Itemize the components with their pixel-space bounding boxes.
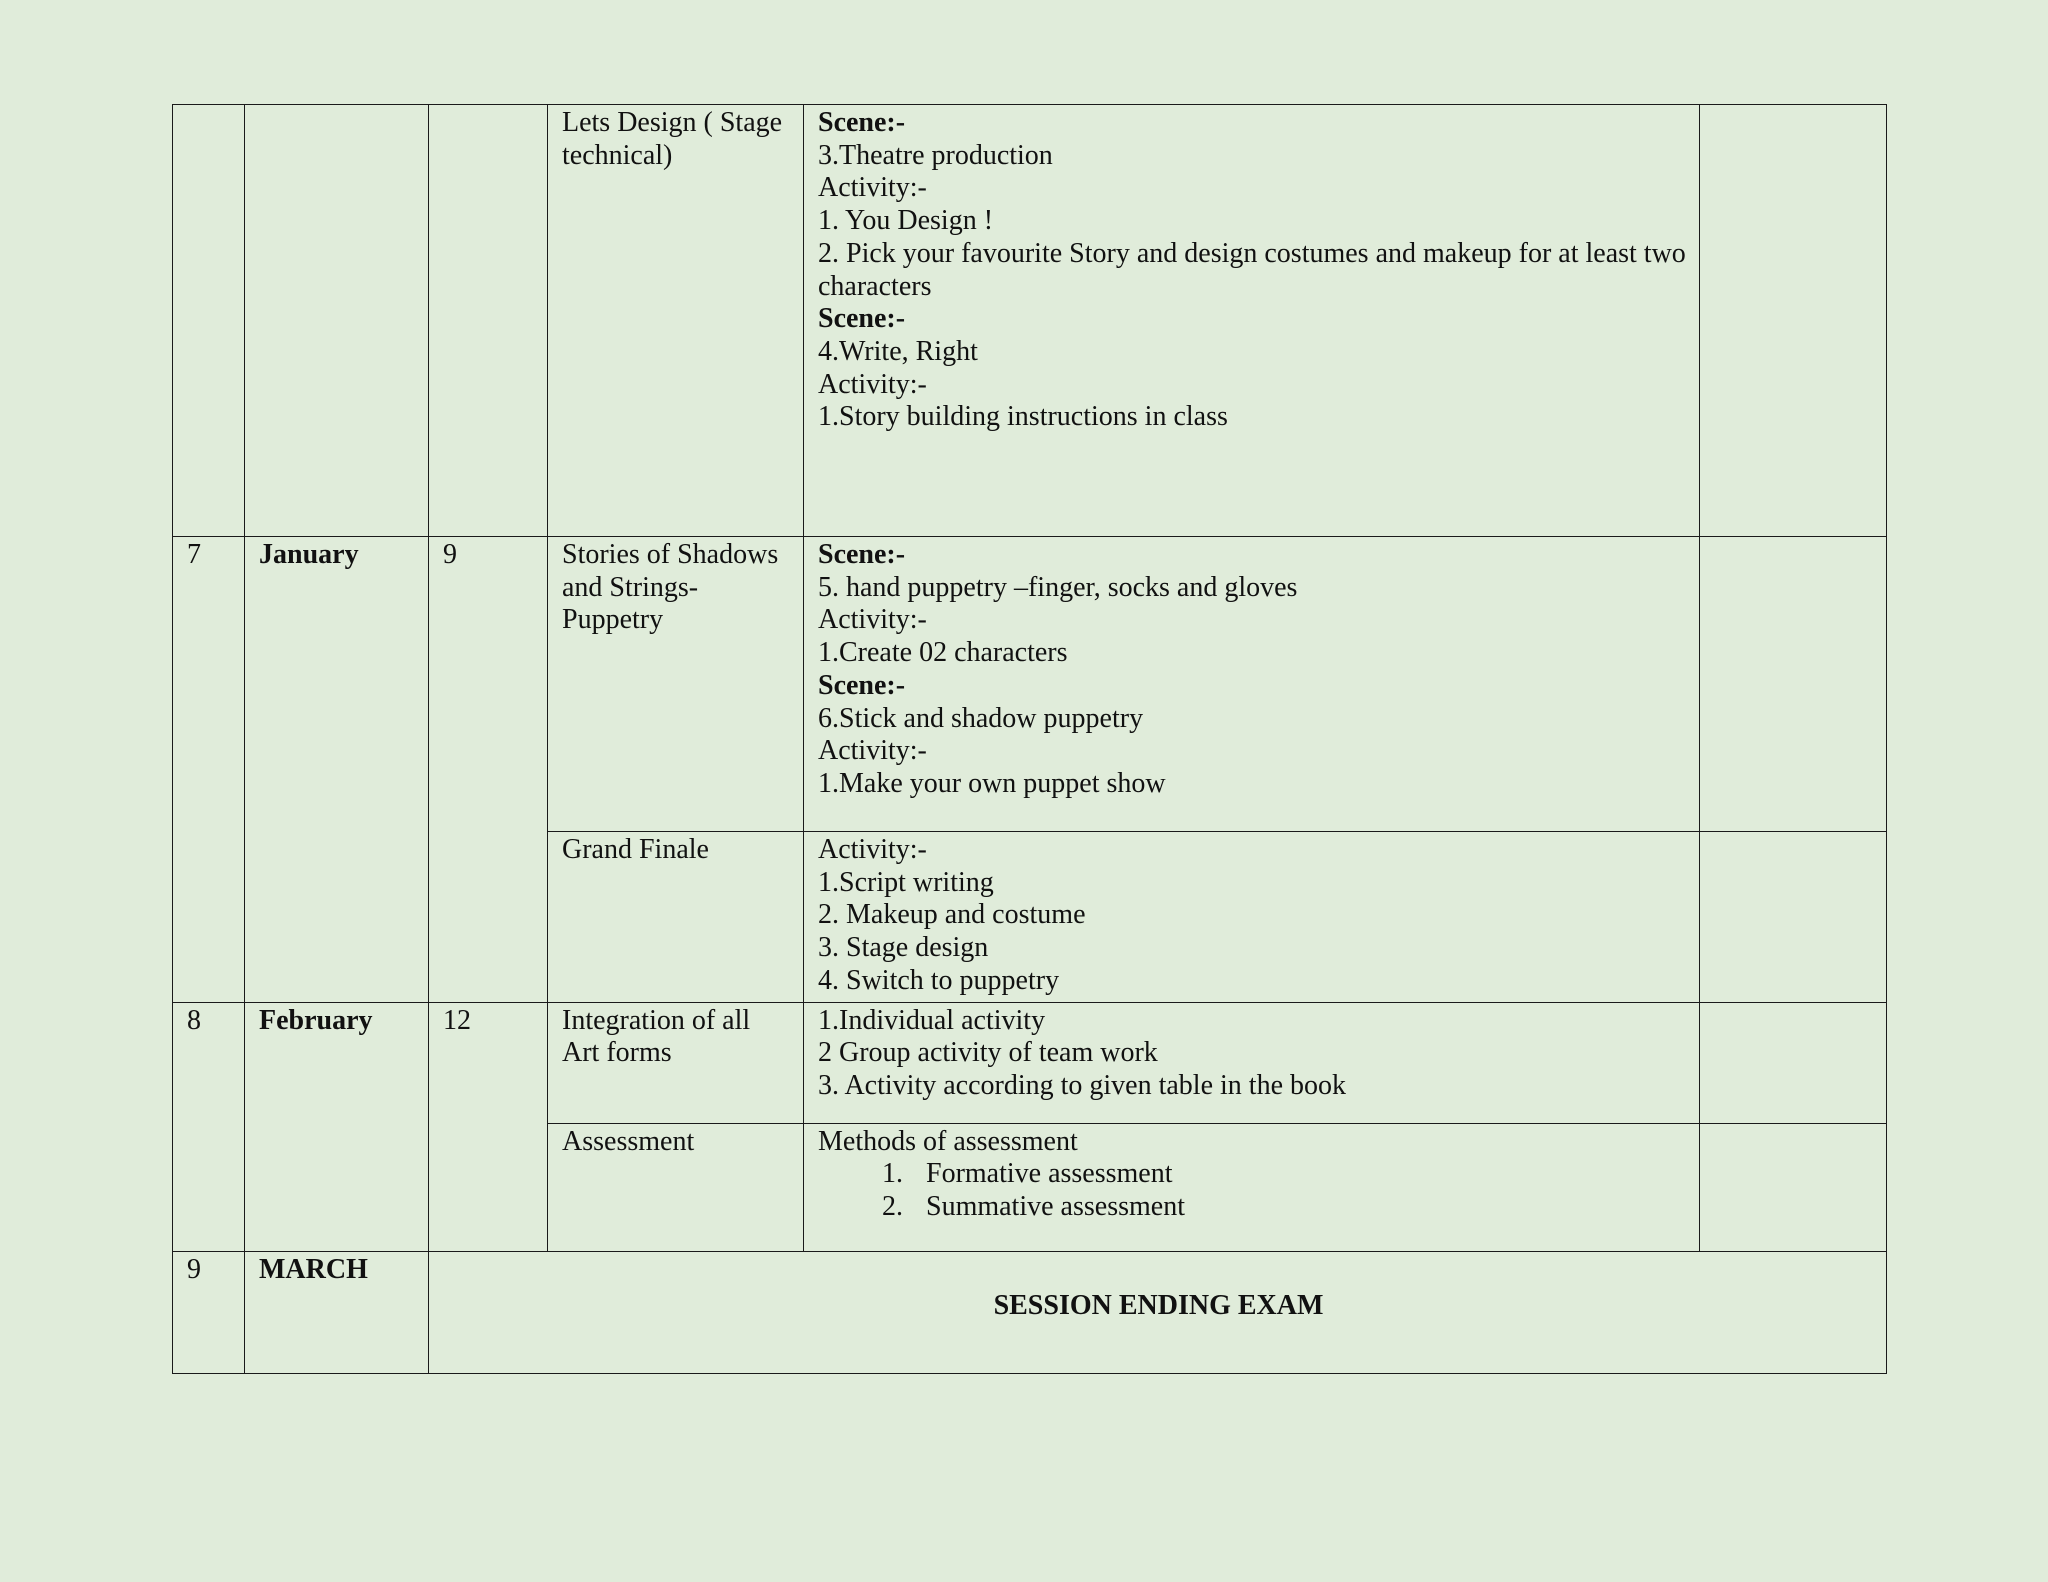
table-row: [173, 105, 1887, 537]
month-cell: February: [245, 1002, 429, 1251]
remarks-cell: [1700, 832, 1887, 1003]
content-line: 2. Pick your favourite Story and design costumes and makeup for at least two characters: [818, 237, 1686, 302]
content-line: 5. hand puppetry –finger, socks and gloves: [818, 571, 1298, 603]
content-line: 2 Group activity of team work: [818, 1037, 1158, 1069]
content-line: Scene:-: [818, 669, 906, 701]
remarks-cell: [1700, 537, 1887, 832]
content-line: 1.Story building instructions in class: [818, 401, 1228, 433]
periods-cell: 12: [429, 1002, 548, 1251]
content-cell: [804, 1123, 1700, 1251]
content-line: 4. Switch to puppetry: [818, 964, 1060, 996]
topic-cell: Integration of all Art forms: [548, 1002, 804, 1123]
content-line: 6.Stick and shadow puppetry: [818, 702, 1144, 734]
month-cell: [245, 105, 429, 537]
list-item: 1. Formative assessment: [910, 1158, 1687, 1191]
content-line: Activity:-: [818, 172, 927, 204]
remarks-cell: [1700, 1002, 1887, 1123]
table-row: [173, 537, 1887, 832]
content-line: Activity:-: [818, 604, 927, 636]
content-cell: [804, 1002, 1700, 1123]
row-number-cell: 9: [173, 1251, 245, 1373]
lesson-plan-table: [172, 104, 1887, 1374]
topic-cell: Lets Design ( Stage technical): [548, 105, 804, 537]
content-line: 1.Make your own puppet show: [818, 767, 1166, 799]
content-line: 1. You Design !: [818, 205, 994, 237]
exam-cell: [429, 1251, 1887, 1373]
assessment-methods-list: [818, 1158, 1687, 1223]
content-line: 2. Makeup and costume: [818, 899, 1086, 931]
remarks-cell: [1700, 1123, 1887, 1251]
row-number-cell: 8: [173, 1002, 245, 1251]
content-line: Activity:-: [818, 834, 927, 865]
content-cell: [804, 832, 1700, 1003]
content-line: Activity:-: [818, 368, 927, 400]
content-line: 3. Activity according to given table in the book: [818, 1069, 1346, 1101]
content-line: Scene:-: [818, 303, 906, 335]
content-line: 4.Write, Right: [818, 335, 978, 367]
month-cell: January: [245, 537, 429, 1003]
content-line: Scene:-: [818, 107, 906, 138]
table-row: [173, 1251, 1887, 1373]
month-cell: MARCH: [245, 1251, 429, 1373]
topic-cell: Assessment: [548, 1123, 804, 1251]
content-line: 1.Script writing: [818, 866, 994, 898]
table-row: [173, 1002, 1887, 1123]
list-item: 2. Summative assessment: [910, 1191, 1687, 1224]
topic-cell: Grand Finale: [548, 832, 804, 1003]
content-line: Activity:-: [818, 735, 927, 767]
row-number-cell: [173, 105, 245, 537]
session-ending-exam-label: SESSION ENDING EXAM: [993, 1289, 1324, 1321]
content-line: 3.Theatre production: [818, 139, 1053, 171]
content-line: 1.Individual activity: [818, 1004, 1046, 1036]
content-line: 3. Stage design: [818, 932, 989, 964]
content-cell: [804, 105, 1700, 537]
row-number-cell: 7: [173, 537, 245, 1003]
assessment-intro: Methods of assessment: [818, 1125, 1078, 1157]
content-cell: [804, 537, 1700, 832]
periods-cell: 9: [429, 537, 548, 1003]
content-line: 1.Create 02 characters: [818, 637, 1068, 669]
topic-cell: Stories of Shadows and Strings- Puppetry: [548, 537, 804, 832]
remarks-cell: [1700, 105, 1887, 537]
content-line: Scene:-: [818, 539, 906, 570]
periods-cell: [429, 105, 548, 537]
